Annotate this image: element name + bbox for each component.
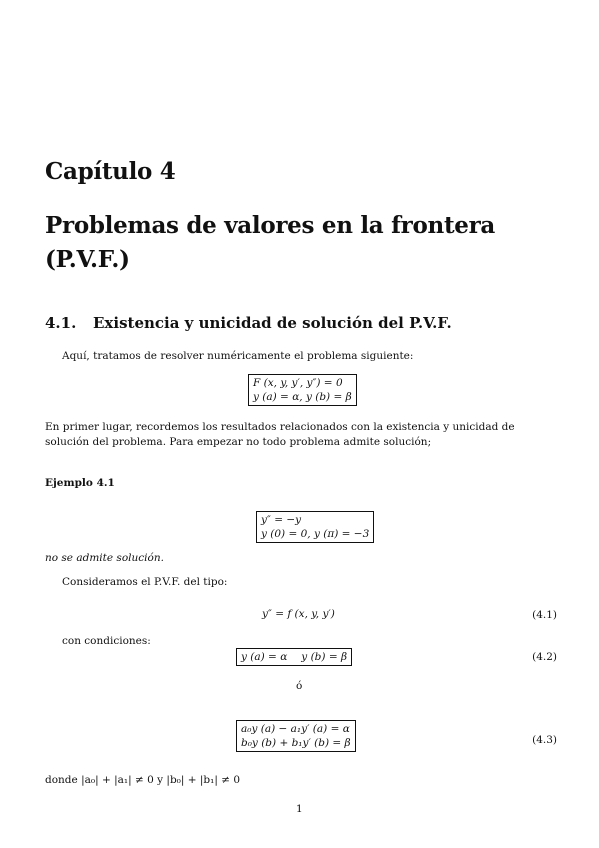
boxed-example: [256, 511, 374, 543]
condition-left: y (a) = α: [241, 651, 288, 663]
paragraph-intro: Aquí, tratamos de resolver numéricamente el problema siguiente:: [62, 350, 414, 362]
equation-number-4-1: (4.1): [532, 609, 557, 621]
equation-number-4-2: (4.2): [532, 651, 557, 663]
paragraph-conditions: con condiciones:: [62, 635, 151, 647]
or-separator: ó: [296, 680, 303, 692]
boxed-problem-line-1: F (x, y, y′, y″) = 0: [253, 377, 343, 389]
paragraph-where: donde |a₀| + |a₁| ≠ 0 y |b₀| + |b₁| ≠ 0: [45, 774, 241, 786]
equation-4-1: y″ = f (x, y, y′): [262, 608, 335, 620]
paragraph-no-solution: no se admite solución.: [45, 552, 164, 564]
section-number: 4.1.: [45, 314, 77, 332]
boxed-equation-4-3-line-2: b₀y (b) + b₁y′ (b) = β: [241, 737, 351, 749]
chapter-title: Problemas de valores en la frontera (P.V.F.): [45, 212, 496, 273]
section-heading: [45, 314, 452, 332]
example-heading: Ejemplo 4.1: [45, 477, 115, 489]
boxed-equation-4-2: [236, 648, 352, 666]
boxed-equation-4-3: [236, 720, 356, 752]
boxed-example-line-2: y (0) = 0, y (π) = −3: [261, 528, 370, 540]
boxed-example-line-1: y″ = −y: [261, 514, 302, 526]
paragraph-consider: Consideramos el P.V.F. del tipo:: [62, 576, 228, 588]
boxed-problem-line-2: y (a) = α, y (b) = β: [253, 391, 352, 403]
condition-right: y (b) = β: [301, 651, 348, 663]
section-title: Existencia y unicidad de solución del P.V.F.: [93, 314, 452, 332]
paragraph-existence: En primer lugar, recordemos los resultados relacionados con la existencia y unicidad de solución del problema. Para empezar no todo problema admite solución;: [45, 421, 515, 448]
equation-number-4-3: (4.3): [532, 734, 557, 746]
boxed-equation-4-3-line-1: a₀y (a) − a₁y′ (a) = α: [241, 723, 350, 735]
page-number: 1: [296, 803, 303, 815]
boxed-problem: [248, 374, 357, 406]
chapter-heading: Capítulo 4: [45, 158, 176, 185]
